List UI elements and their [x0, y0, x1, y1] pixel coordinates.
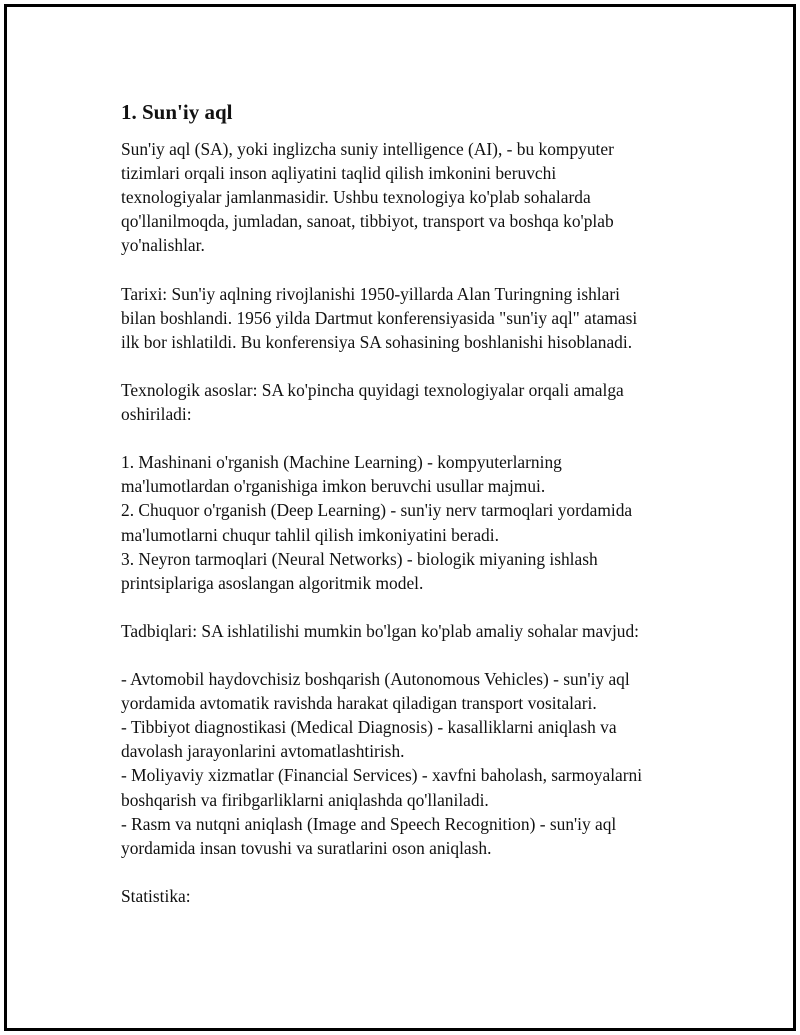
- intro-paragraph: Sun'iy aql (SA), yoki inglizcha suniy intelligence (AI), - bu kompyuter tizimlari orqali inson aqliyatini taqlid qilish imkonini beruvchi texnologiyalar jamlanmasidir. Ushbu texnologiya ko'plab sohalarda qo'llanilmoqda, jumladan, sanoat, tibbiyot, transport va boshqa ko'plab yo'nalishlar.: [121, 139, 614, 256]
- applications-list: - Avtomobil haydovchisiz boshqarish (Autonomous Vehicles) - sun'iy aql yordamida avtomatik ravishda harakat qiladigan transport vositalari. - Tibbiyot diagnostikasi (Medical Diagnosis) - kasalliklarni aniqlash va davolash jarayonlarini avtomatlashtirish. - Moliyaviy xizmatlar (Financial Services) - xavfni baholash, sarmoyalarni boshqarish va firibgarliklarni aniqlashda qo'llaniladi. - Rasm va nutqni aniqlash (Image and Speech Recognition) - sun'iy aql yordamida insan tovushi va suratlarini oson aniqlash.: [121, 669, 643, 858]
- paragraph-spacer: [121, 257, 701, 281]
- paragraph-spacer: [121, 643, 701, 667]
- tech-list: 1. Mashinani o'rganish (Machine Learning) - kompyuterlarning ma'lumotlardan o'rganishiga imkon beruvchi usullar majmui. 2. Chuquor o'rganish (Deep Learning) - sun'iy nerv tarmoqlari yordamida ma'lumotlarni chuqur tahlil qilish imkoniyatini beradi. 3. Neyron tarmoqlari (Neural Networks) - biologik miyaning ishlash printsiplariga asoslangan algoritmik model.: [121, 452, 633, 593]
- applications-paragraph: Tadbiqlari: SA ishlatilishi mumkin bo'lgan ko'plab amaliy sohalar mavjud:: [121, 620, 640, 641]
- paragraph-spacer: [121, 595, 701, 619]
- document-page: [4, 4, 796, 1031]
- paragraph-spacer: [121, 426, 701, 450]
- section-heading: 1. Sun'iy aql: [121, 100, 233, 124]
- document-body: [121, 99, 701, 908]
- paragraph-spacer: [121, 354, 701, 378]
- statistics-label: Statistika:: [121, 885, 191, 906]
- history-paragraph: Tarixi: Sun'iy aqlning rivojlanishi 1950-yillarda Alan Turingning ishlari bilan boshlandi. 1956 yilda Dartmut konferensiyasida "sun'iy aql" atamasi ilk bor ishlatildi. Bu konferensiya SA sohasining boshlanishi hisoblanadi.: [121, 283, 638, 352]
- paragraph-spacer: [121, 860, 701, 884]
- tech-basis-paragraph: Texnologik asoslar: SA ko'pincha quyidagi texnologiyalar orqali amalga oshiriladi:: [121, 379, 624, 425]
